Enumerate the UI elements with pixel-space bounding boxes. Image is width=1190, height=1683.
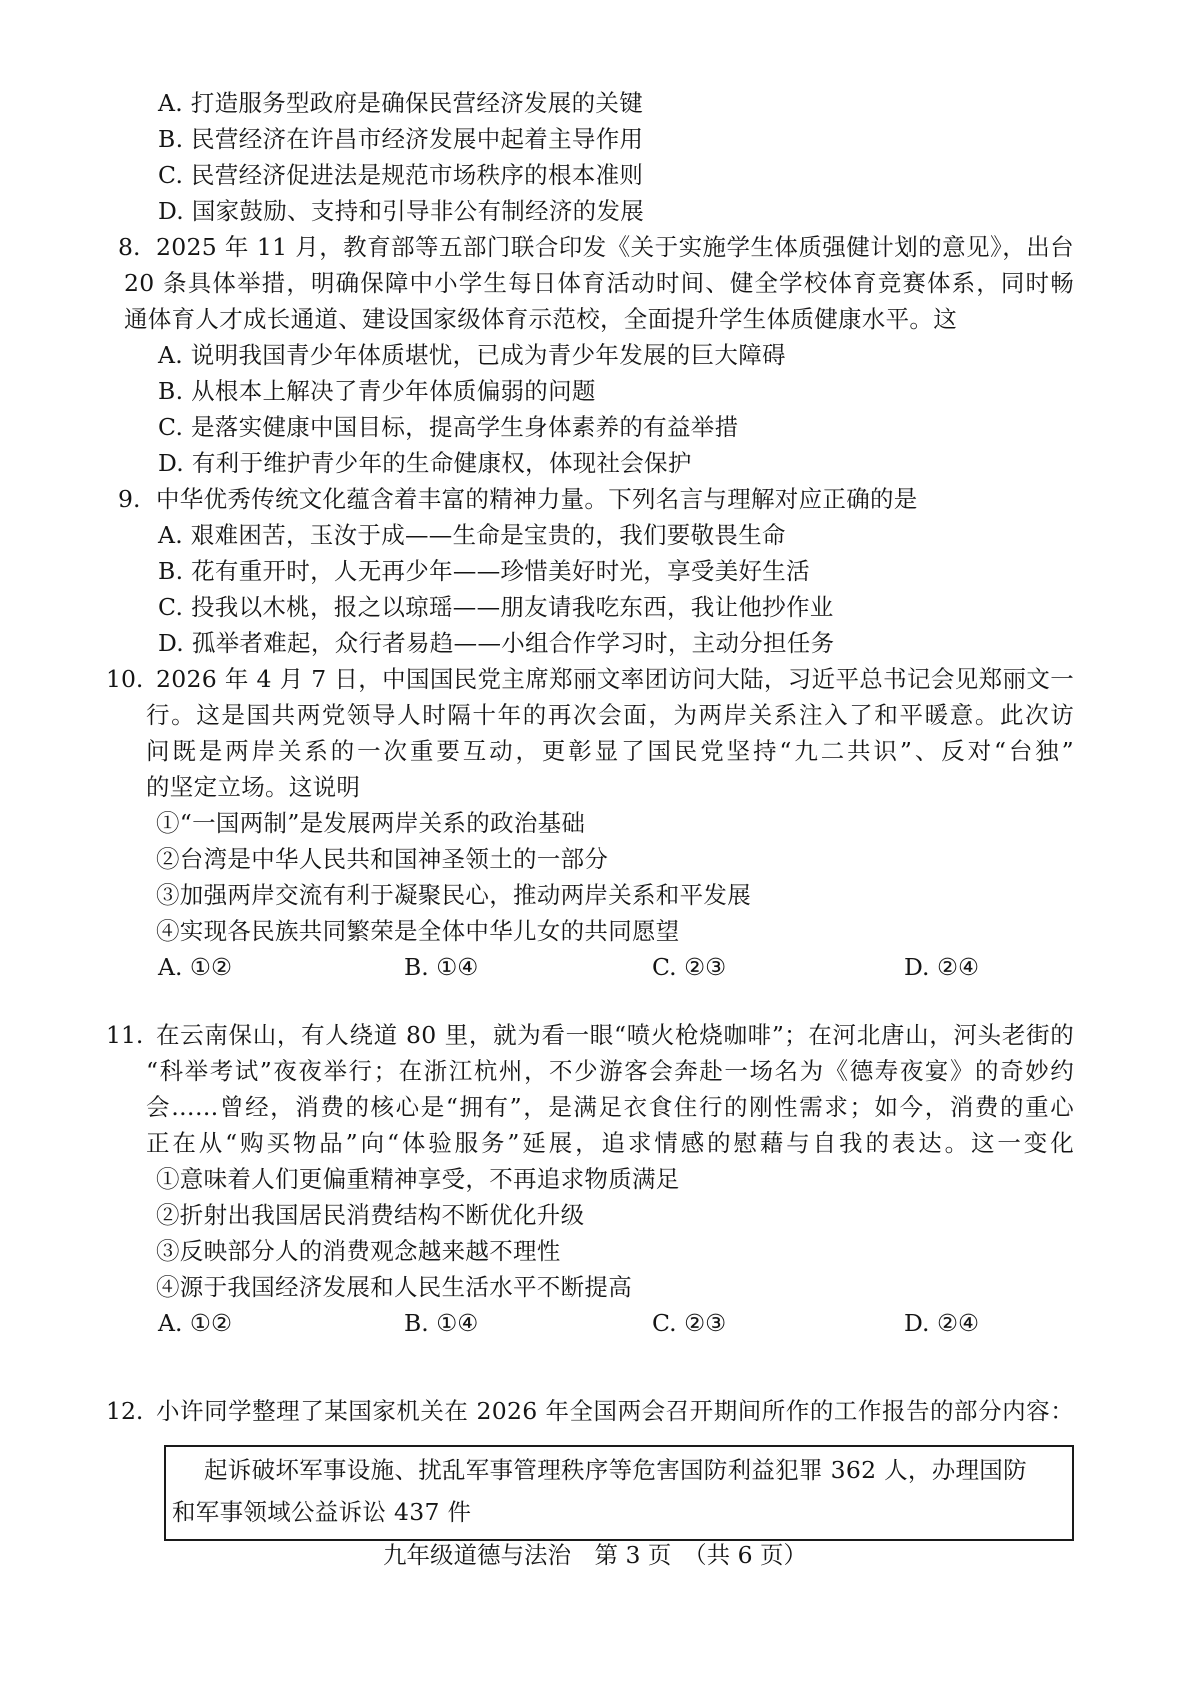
q11-statement-2: ②折射出我国居民消费结构不断优化升级	[156, 1201, 585, 1229]
q8-option-b: B. 从根本上解决了青少年体质偏弱的问题	[158, 377, 596, 405]
question-number: 11.	[106, 1021, 144, 1049]
question-stem-line: 问既是两岸关系的一次重要互动，更彰显了国民党坚持“九二共识”、反对“台独”	[146, 737, 1074, 765]
question-stem-line: “科举考试”夜夜举行；在浙江杭州，不少游客会奔赴一场名为《德寿夜宴》的奇妙约	[146, 1057, 1074, 1085]
question-stem-line: 通体育人才成长通道、建设国家级体育示范校，全面提升学生体质健康水平。这	[124, 305, 957, 333]
question-stem-line: 2026 年 4 月 7 日，中国国民党主席郑丽文率团访问大陆，习近平总书记会见郑丽文一	[156, 665, 1074, 693]
question-stem-line: 行。这是国共两党领导人时隔十年的再次会面，为两岸关系注入了和平暖意。此次访	[146, 701, 1074, 729]
q7-option-d: D. 国家鼓励、支持和引导非公有制经济的发展	[158, 197, 645, 225]
q10-statement-1: ①“一国两制”是发展两岸关系的政治基础	[156, 809, 586, 837]
q11-statement-1: ①意味着人们更偏重精神享受，不再追求物质满足	[156, 1165, 680, 1193]
question-stem-line: 在云南保山，有人绕道 80 里，就为看一眼“喷火枪烧咖啡”；在河北唐山，河头老街的	[156, 1021, 1074, 1049]
q9-option-b: B. 花有重开时，人无再少年——珍惜美好时光，享受美好生活	[158, 557, 810, 585]
question-stem-line: 会……曾经，消费的核心是“拥有”，是满足衣食住行的刚性需求；如今，消费的重心	[146, 1093, 1074, 1121]
q7-option-a: A. 打造服务型政府是确保民营经济发展的关键	[158, 89, 644, 117]
q8-option-a: A. 说明我国青少年体质堪忧，已成为青少年发展的巨大障碍	[158, 341, 786, 369]
q10-statement-2: ②台湾是中华人民共和国神圣领土的一部分	[156, 845, 609, 873]
excerpt-line: 和军事领域公益诉讼 437 件	[172, 1498, 472, 1526]
q11-choice-b: B. ①④	[404, 1309, 479, 1337]
excerpt-line: 起诉破坏军事设施、扰乱军事管理秩序等危害国防利益犯罪 362 人，办理国防	[204, 1456, 1027, 1484]
q9-option-c: C. 投我以木桃，报之以琼瑶——朋友请我吃东西，我让他抄作业	[158, 593, 834, 621]
q11-statement-4: ④源于我国经济发展和人民生活水平不断提高	[156, 1273, 632, 1301]
q10-choice-a: A. ①②	[158, 953, 233, 981]
question-stem-line: 2025 年 11 月，教育部等五部门联合印发《关于实施学生体质强健计划的意见》，出台	[156, 233, 1074, 261]
q7-option-b: B. 民营经济在许昌市经济发展中起着主导作用	[158, 125, 644, 153]
question-stem-line: 小许同学整理了某国家机关在 2026 年全国两会召开期间所作的工作报告的部分内容：	[156, 1397, 1074, 1425]
q11-choice-d: D. ②④	[904, 1309, 980, 1337]
question-stem-line: 正在从“购买物品”向“体验服务”延展，追求情感的慰藉与自我的表达。这一变化	[146, 1129, 1074, 1157]
q10-choice-b: B. ①④	[404, 953, 479, 981]
question-number: 12.	[106, 1397, 144, 1425]
q8-option-c: C. 是落实健康中国目标，提高学生身体素养的有益举措	[158, 413, 739, 441]
question-number: 9.	[118, 485, 141, 513]
q9-option-a: A. 艰难困苦，玉汝于成——生命是宝贵的，我们要敬畏生命	[158, 521, 786, 549]
q9-option-d: D. 孤举者难起，众行者易趋——小组合作学习时，主动分担任务	[158, 629, 835, 657]
q10-statement-3: ③加强两岸交流有利于凝聚民心，推动两岸关系和平发展	[156, 881, 751, 909]
excerpt-box	[164, 1445, 1074, 1541]
q7-option-c: C. 民营经济促进法是规范市场秩序的根本准则	[158, 161, 644, 189]
q11-choice-c: C. ②③	[652, 1309, 727, 1337]
question-stem-line: 中华优秀传统文化蕴含着丰富的精神力量。下列名言与理解对应正确的是	[156, 485, 918, 513]
q8-option-d: D. 有利于维护青少年的生命健康权，体现社会保护	[158, 449, 692, 477]
q11-statement-3: ③反映部分人的消费观念越来越不理性	[156, 1237, 561, 1265]
q10-statement-4: ④实现各民族共同繁荣是全体中华儿女的共同愿望	[156, 917, 680, 945]
q10-choice-c: C. ②③	[652, 953, 727, 981]
q10-choice-d: D. ②④	[904, 953, 980, 981]
q11-choice-a: A. ①②	[158, 1309, 233, 1337]
page-footer: 九年级道德与法治 第 3 页 （共 6 页）	[382, 1541, 808, 1569]
question-number: 8.	[118, 233, 141, 261]
question-number: 10.	[106, 665, 144, 693]
question-stem-line: 的坚定立场。这说明	[146, 773, 361, 801]
question-stem-line: 20 条具体举措，明确保障中小学生每日体育活动时间、健全学校体育竞赛体系，同时畅	[124, 269, 1074, 297]
